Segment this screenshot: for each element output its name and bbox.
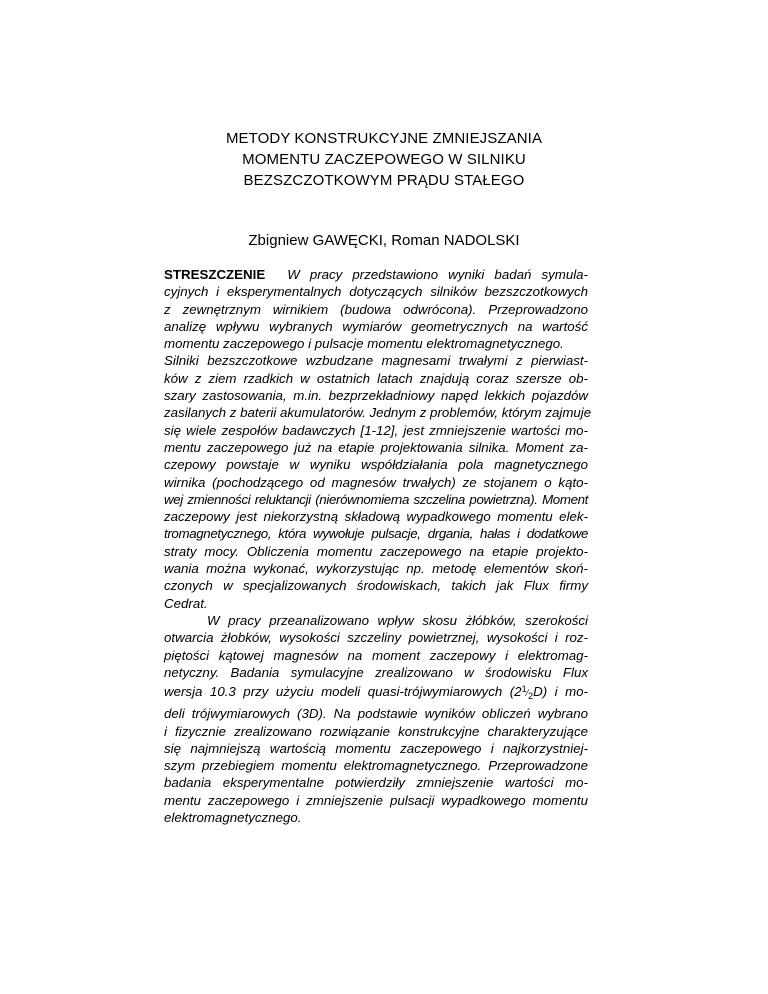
abstract-line: ków z ziem rzadkich w ostatnich latach znajdują coraz szersze ob- bbox=[164, 370, 588, 386]
abstract-line: wersja 10.3 przy użyciu modeli quasi-trójwymiarowych $(2^1⁄_2D)$ i mo- bbox=[164, 684, 588, 701]
abstract-line: momentu zaczepowego i pulsacje momentu elektromagnetycznego. bbox=[164, 336, 564, 352]
abstract-line: elektromagnetycznego. bbox=[164, 810, 302, 825]
abstract-line: straty mocy. Obliczenia momentu zaczepowego na etapie projekto- bbox=[164, 543, 588, 559]
abstract-line: analizę wpływu wybranych wymiarów geometrycznych na wartość bbox=[164, 318, 588, 334]
abstract-line: szary zastosowania, m.in. bezprzekładniowy napęd lekkich pojazdów bbox=[164, 388, 588, 404]
abstract-line: mentu zaczepowego już na etapie projektowania silnika. Moment za- bbox=[164, 439, 588, 455]
fraction-one-half: $^1⁄_2$ bbox=[521, 684, 534, 701]
abstract-line: W pracy przeanalizowano wpływ skosu żłóbków, szerokości bbox=[207, 612, 588, 628]
title-line-3: BEZSZCZOTKOWYM PRĄDU STAŁEGO bbox=[243, 172, 525, 189]
author-list: Zbigniew GAWĘCKI, Roman NADOLSKI bbox=[248, 232, 520, 249]
abstract-line: wej zmienności reluktancji (nierównomierna szczelina powietrzna). Moment bbox=[164, 491, 588, 507]
abstract-line: Silniki bezszczotkowe wzbudzane magnesami trwałymi z pierwiast- bbox=[164, 353, 588, 369]
abstract-line: mentu zaczepowego i zmniejszenie pulsacji wypadkowego momentu bbox=[164, 792, 588, 808]
abstract-line: netyczny. Badania symulacyjne zrealizowano w środowisku Flux bbox=[164, 664, 588, 680]
abstract-line: cyjnych i eksperymentalnych dotyczących silników bezszczotkowych bbox=[164, 284, 588, 300]
abstract-line: wirnika (pochodzącego od magnesów trwałych) ze stojanem o kąto- bbox=[164, 474, 588, 490]
abstract-line: szym przebiegiem momentu elektromagnetycznego. Przeprowadzone bbox=[164, 758, 588, 774]
paper-title bbox=[0, 128, 768, 191]
abstract-line: z zewnętrznym wirnikiem (budowa odwrócona). Przeprowadzono bbox=[164, 301, 588, 317]
abstract-line: czepowy powstaje w wyniku współdziałania pola magnetycznego bbox=[164, 457, 588, 473]
abstract-line: czonych w specjalizowanych środowiskach, takich jak Flux firmy bbox=[164, 578, 588, 594]
abstract-line: się najmniejszą wartością momentu zaczepowego i najkorzystniej- bbox=[164, 740, 588, 756]
abstract-line: STRESZCZENIE W pracy przedstawiono wyniki badań symula- bbox=[164, 267, 588, 282]
abstract-line: piętości kątowej magnesów na moment zaczepowy i elektromag- bbox=[164, 647, 588, 663]
abstract bbox=[164, 266, 592, 826]
abstract-label: STRESZCZENIE bbox=[164, 267, 266, 282]
abstract-line: badania eksperymentalne potwierdziły zmniejszenie wartości mo- bbox=[164, 775, 588, 791]
abstract-line: tromagnetycznego, która wywołuje pulsacje, drgania, hałas i dodatkowe bbox=[164, 526, 588, 542]
abstract-line: Cedrat. bbox=[164, 595, 208, 611]
abstract-line: się wiele zespołów badawczych [1-12], jest zmniejszenie wartości mo- bbox=[164, 422, 588, 438]
title-line-2: MOMENTU ZACZEPOWEGO W SILNIKU bbox=[242, 151, 526, 168]
title-line-1: METODY KONSTRUKCYJNE ZMNIEJSZANIA bbox=[225, 130, 543, 147]
abstract-line: otwarcia żłobków, wysokości szczeliny powietrznej, wysokości i roz- bbox=[164, 630, 588, 646]
abstract-line: zaczepowy jest niekorzystną składową wypadkowego momentu elek- bbox=[164, 509, 588, 525]
abstract-line: deli trójwymiarowych (3D). Na podstawie wyników obliczeń wybrano bbox=[164, 706, 588, 722]
abstract-line: wania można wykonać, wykorzystując np. metodę elementów skoń- bbox=[164, 561, 588, 577]
abstract-line: zasilanych z baterii akumulatorów. Jednym z problemów, którym zajmuje bbox=[164, 405, 592, 421]
abstract-line: i fizycznie zrealizowano rozwiązanie konstrukcyjne charakteryzujące bbox=[164, 723, 588, 739]
